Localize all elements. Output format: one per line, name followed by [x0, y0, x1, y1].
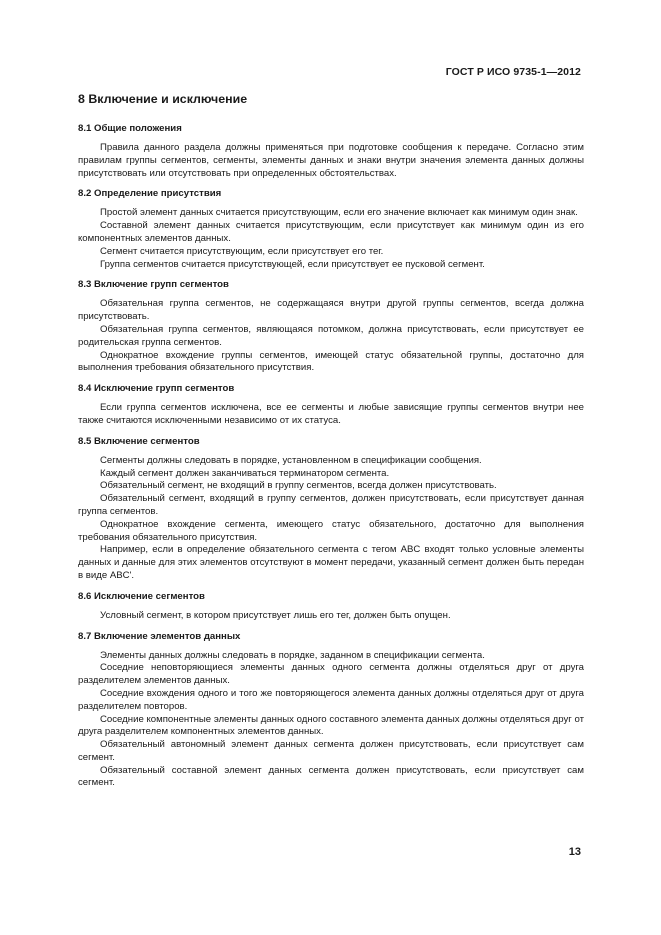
- subsection: [78, 383, 584, 428]
- document-header: ГОСТ Р ИСО 9735-1—2012: [445, 66, 581, 78]
- subsection-heading: 8.2 Определение присутствия: [78, 188, 222, 200]
- paragraph: Обязательный сегмент, не входящий в группу сегментов, всегда должен присутствовать.: [100, 480, 497, 492]
- subsection-heading: 8.5 Включение сегментов: [78, 435, 200, 447]
- subsection: [78, 279, 584, 375]
- paragraph: Обязательный составной элемент данных сегмента должен присутствовать, если присутствует сам сегмент.: [78, 764, 584, 789]
- subsection-heading: 8.6 Исключение сегментов: [78, 590, 205, 602]
- paragraph: Обязательная группа сегментов, не содержащаяся внутри другой группы сегментов, всегда должна присутствовать.: [78, 298, 584, 323]
- paragraph: Соседние вхождения одного и того же повторяющегося элемента данных должны отделяться друг от друга разделителем повторов.: [78, 687, 584, 712]
- subsection-heading: 8.7 Включение элементов данных: [78, 630, 241, 642]
- page-number: 13: [568, 846, 581, 858]
- paragraph: Обязательный автономный элемент данных сегмента должен присутствовать, если присутствует сам сегмент.: [78, 739, 584, 763]
- subsection: [78, 123, 584, 180]
- page-content: [78, 92, 584, 798]
- paragraph: Каждый сегмент должен заканчиваться терминатором сегмента.: [100, 467, 390, 479]
- paragraph: Сегменты должны следовать в порядке, установленном в спецификации сообщения.: [100, 454, 482, 466]
- subsection: [78, 631, 584, 791]
- paragraph: Группа сегментов считается присутствующей, если присутствует ее пусковой сегмент.: [100, 258, 485, 270]
- subsection: [78, 436, 584, 583]
- subsection-heading: 8.1 Общие положения: [78, 123, 182, 134]
- paragraph: Сегмент считается присутствующим, если присутствует его тег.: [100, 245, 384, 257]
- subsection: [78, 188, 584, 271]
- subsection-heading: 8.4 Исключение групп сегментов: [78, 383, 235, 395]
- subsection-heading: 8.3 Включение групп сегментов: [78, 279, 229, 291]
- paragraph: Обязательная группа сегментов, являющаяся потомком, должна присутствовать, если присутствует ее родительская группа сегментов.: [78, 323, 584, 348]
- paragraph: Простой элемент данных считается присутствующим, если его значение включает как минимум один знак.: [100, 207, 578, 219]
- paragraph: Однократное вхождение сегмента, имеющего статус обязательного, достаточно для выполнения требования обязательного присутствия.: [78, 518, 584, 543]
- paragraph: Например, если в определение обязательного сегмента с тегом ABC входят только условные элементы данных и данные для этих элементов отсутствуют в момент передачи, указанный сегмент должен быть передан в виде ABC'.: [78, 544, 584, 581]
- paragraph: Условный сегмент, в котором присутствует лишь его тег, должен быть опущен.: [100, 609, 451, 621]
- paragraph: Элементы данных должны следовать в порядке, заданном в спецификации сегмента.: [100, 649, 485, 661]
- subsections: [78, 123, 584, 790]
- paragraph: Соседние неповторяющиеся элементы данных одного сегмента должны отделяться друг от друга разделителем элементов данных.: [78, 662, 584, 687]
- paragraph: Если группа сегментов исключена, все ее сегменты и любые зависящие группы сегментов внутри нее также считаются исключенными независимо от их статуса.: [78, 402, 584, 426]
- paragraph: Правила данного раздела должны применяться при подготовке сообщения к передаче. Согласно этим правилам группы сегментов, сегменты, элементы данных и знаки внутри значения элемента данных должны присутствовать или отсутствовать при определенных обстоятельствах.: [78, 142, 584, 179]
- paragraph: Обязательный сегмент, входящий в группу сегментов, должен присутствовать, если присутствует данная группа сегментов.: [78, 493, 584, 517]
- paragraph: Соседние компонентные элементы данных одного составного элемента данных должны отделяться друг от друга разделителем компонентных элементов данных.: [78, 713, 584, 738]
- section-title: 8 Включение и исключение: [78, 92, 248, 106]
- subsection: [78, 591, 584, 623]
- paragraph: Составной элемент данных считается присутствующим, если присутствует как минимум один из его компонентных элементов данных.: [78, 220, 584, 244]
- paragraph: Однократное вхождение группы сегментов, имеющей статус обязательной группы, достаточно для выполнения требования обязательного присутствия.: [78, 349, 584, 374]
